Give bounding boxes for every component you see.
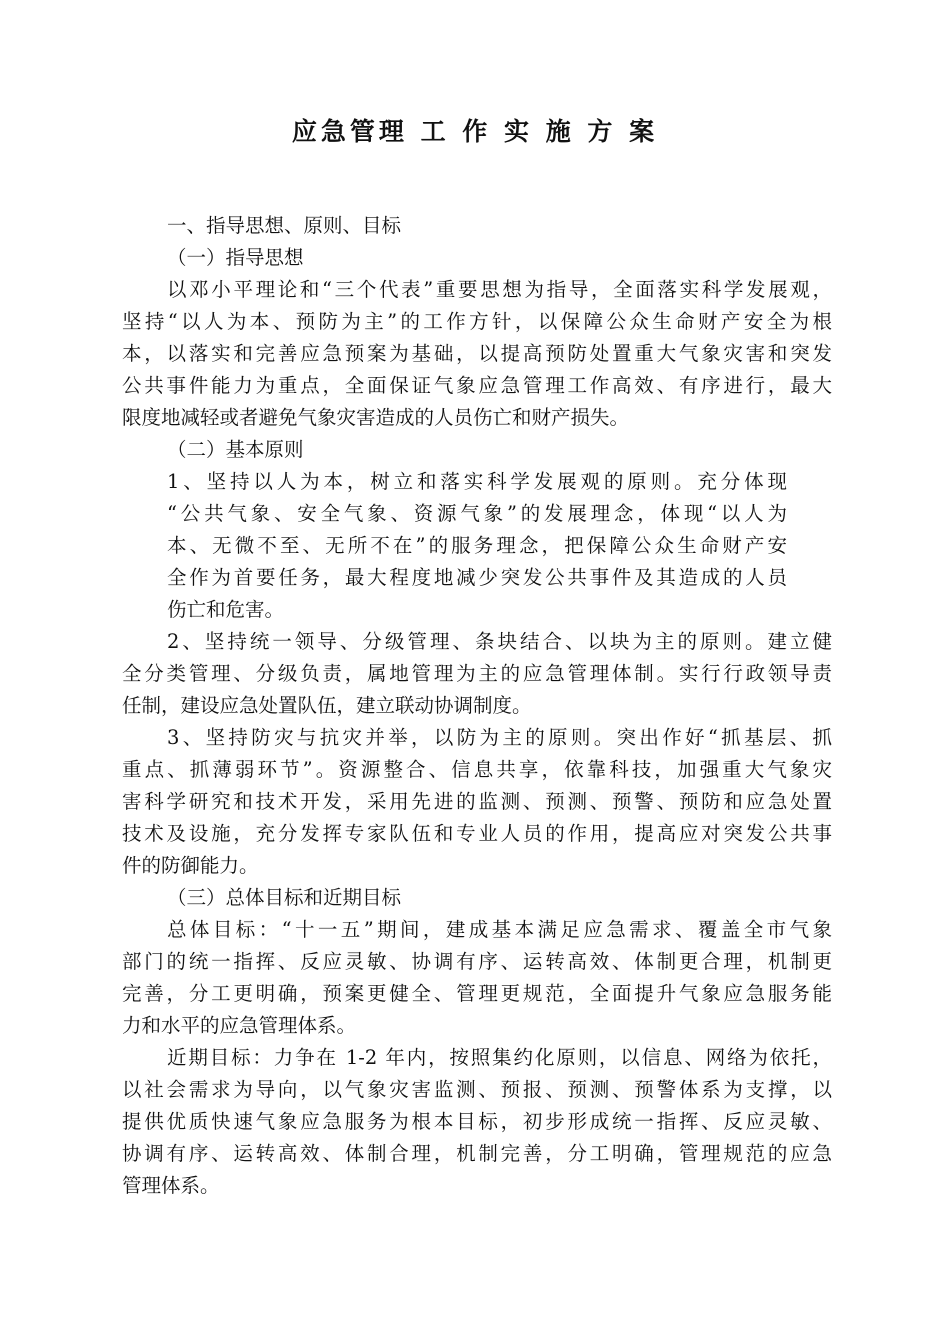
paragraph-line: 3、坚持防灾与抗灾并举，以防为主的原则。突出作好“抓基层、抓	[167, 726, 832, 749]
paragraph-line: 件的防御能力。	[122, 854, 259, 877]
paragraph-line: 近期目标：力争在 1-2 年内，按照集约化原则，以信息、网络为依托，	[167, 1046, 832, 1069]
paragraph-line: 部门的统一指挥、反应灵敏、协调有序、运转高效、体制更合理，机制更	[122, 950, 832, 973]
paragraph-line: 力和水平的应急管理体系。	[122, 1014, 357, 1037]
document-body	[122, 210, 832, 1202]
paragraph-line: 一、指导思想、原则、目标	[167, 214, 402, 237]
paragraph-line: 1、坚持以人为本，树立和落实科学发展观的原则。充分体现	[167, 470, 787, 493]
paragraph-line: 总体目标：“十一五”期间，建成基本满足应急需求、覆盖全市气象	[167, 918, 832, 941]
paragraph-line: （一）指导思想	[167, 246, 304, 269]
paragraph-line: 任制，建设应急处置队伍，建立联动协调制度。	[122, 694, 532, 717]
paragraph-line: 害科学研究和技术开发，采用先进的监测、预测、预警、预防和应急处置	[122, 790, 832, 813]
paragraph-line: 提供优质快速气象应急服务为根本目标，初步形成统一指挥、反应灵敏、	[122, 1110, 832, 1133]
paragraph-line: 重点、抓薄弱环节”。资源整合、信息共享，依靠科技，加强重大气象灾	[122, 758, 832, 781]
paragraph-line: 伤亡和危害。	[167, 598, 285, 621]
paragraph-line: 以社会需求为导向，以气象灾害监测、预报、预测、预警体系为支撑，以	[122, 1078, 832, 1101]
paragraph-line: 本，以落实和完善应急预案为基础，以提高预防处置重大气象灾害和突发	[122, 342, 832, 365]
paragraph-line: “公共气象、安全气象、资源气象”的发展理念，体现“以人为	[167, 502, 787, 525]
paragraph-line: 坚持“以人为本、预防为主”的工作方针，以保障公众生命财产安全为根	[122, 310, 832, 333]
paragraph-line: 公共事件能力为重点，全面保证气象应急管理工作高效、有序进行，最大	[122, 374, 832, 397]
paragraph-line: （二）基本原则	[167, 438, 304, 461]
paragraph-line: 管理体系。	[122, 1174, 220, 1197]
paragraph-line: 限度地减轻或者避免气象灾害造成的人员伤亡和财产损失。	[122, 406, 630, 429]
paragraph-line: 以邓小平理论和“三个代表”重要思想为指导，全面落实科学发展观，	[167, 278, 832, 301]
paragraph-line: 全分类管理、分级负责，属地管理为主的应急管理体制。实行行政领导责	[122, 662, 832, 685]
paragraph-line: （三）总体目标和近期目标	[167, 886, 402, 909]
paragraph-line: 完善，分工更明确，预案更健全、管理更规范，全面提升气象应急服务能	[122, 982, 832, 1005]
document-title: 应急管理 工 作 实 施 方 案	[291, 117, 659, 146]
paragraph-line: 全作为首要任务，最大程度地减少突发公共事件及其造成的人员	[167, 566, 787, 589]
paragraph-line: 本、无微不至、无所不在”的服务理念，把保障公众生命财产安	[167, 534, 787, 557]
paragraph-line: 技术及设施，充分发挥专家队伍和专业人员的作用，提高应对突发公共事	[122, 822, 832, 845]
paragraph-line: 2、坚持统一领导、分级管理、条块结合、以块为主的原则。建立健	[167, 630, 832, 653]
paragraph-line: 协调有序、运转高效、体制合理，机制完善，分工明确，管理规范的应急	[122, 1142, 832, 1165]
